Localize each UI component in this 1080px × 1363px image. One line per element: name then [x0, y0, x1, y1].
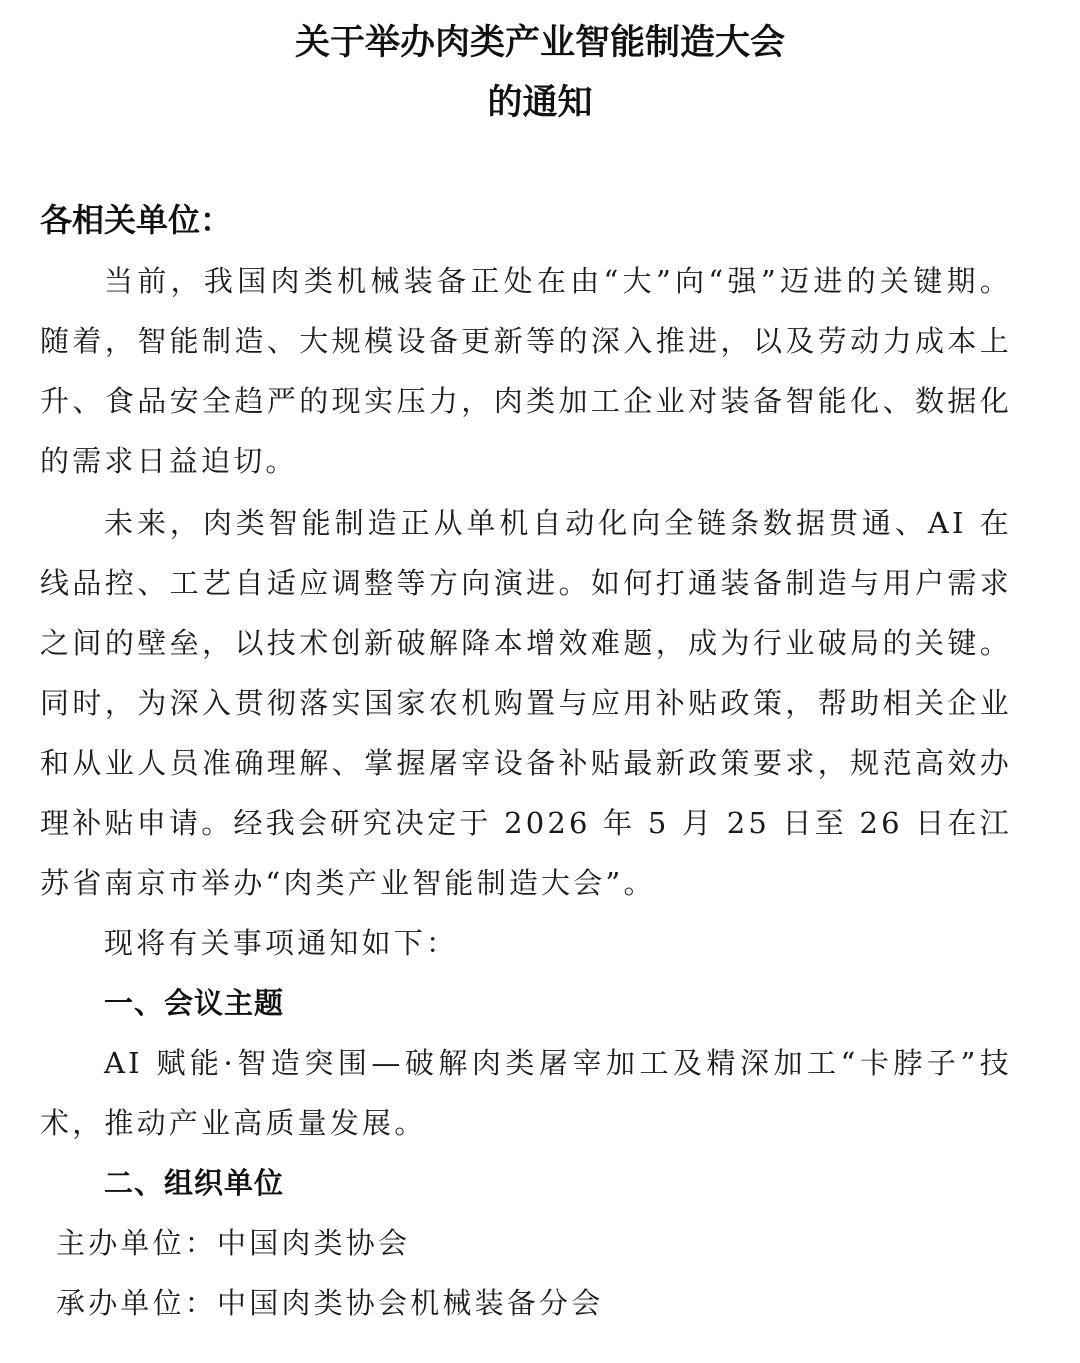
- host-organization: 主办单位：中国肉类协会: [56, 1226, 411, 1260]
- organizing-organization: 承办单位：中国肉类协会机械装备分会: [56, 1286, 604, 1320]
- paragraph-background: 当前，我国肉类机械装备正处在由“大”向“强”迈进的关键期。随着，智能制造、大规模设备更新等的深入推进，以及劳动力成本上升、食品安全趋严的现实压力，肉类加工企业对装备智能化、数据化的需求日益迫切。: [40, 264, 1012, 478]
- paragraph-intro: 现将有关事项通知如下：: [104, 926, 459, 960]
- section-heading-organizers: 二、组织单位: [104, 1166, 285, 1200]
- section-body-theme: AI 赋能·智造突围—破解肉类屠宰加工及精深加工“卡脖子”技术，推动产业高质量发展。: [40, 1046, 1012, 1140]
- paragraph-purpose: 未来，肉类智能制造正从单机自动化向全链条数据贯通、AI 在线品控、工艺自适应调整等方向演进。如何打通装备制造与用户需求之间的壁垒，以技术创新破解降本增效难题，成为行业破局的关键。同时，为深入贯彻落实国家农机购置与应用补贴政策，帮助相关企业和从业人员准确理解、掌握屠宰设备补贴最新政策要求，规范高效办理补贴申请。经我会研究决定于 2026 年 5 月 25 日至 26 日在江苏省南京市举办“肉类产业智能制造大会”。: [40, 506, 1012, 900]
- salutation: 各相关单位：: [40, 201, 233, 239]
- document-title-line-2: 的通知: [487, 82, 593, 123]
- section-heading-theme: 一、会议主题: [104, 986, 285, 1020]
- document-title-line-1: 关于举办肉类产业智能制造大会: [294, 22, 785, 63]
